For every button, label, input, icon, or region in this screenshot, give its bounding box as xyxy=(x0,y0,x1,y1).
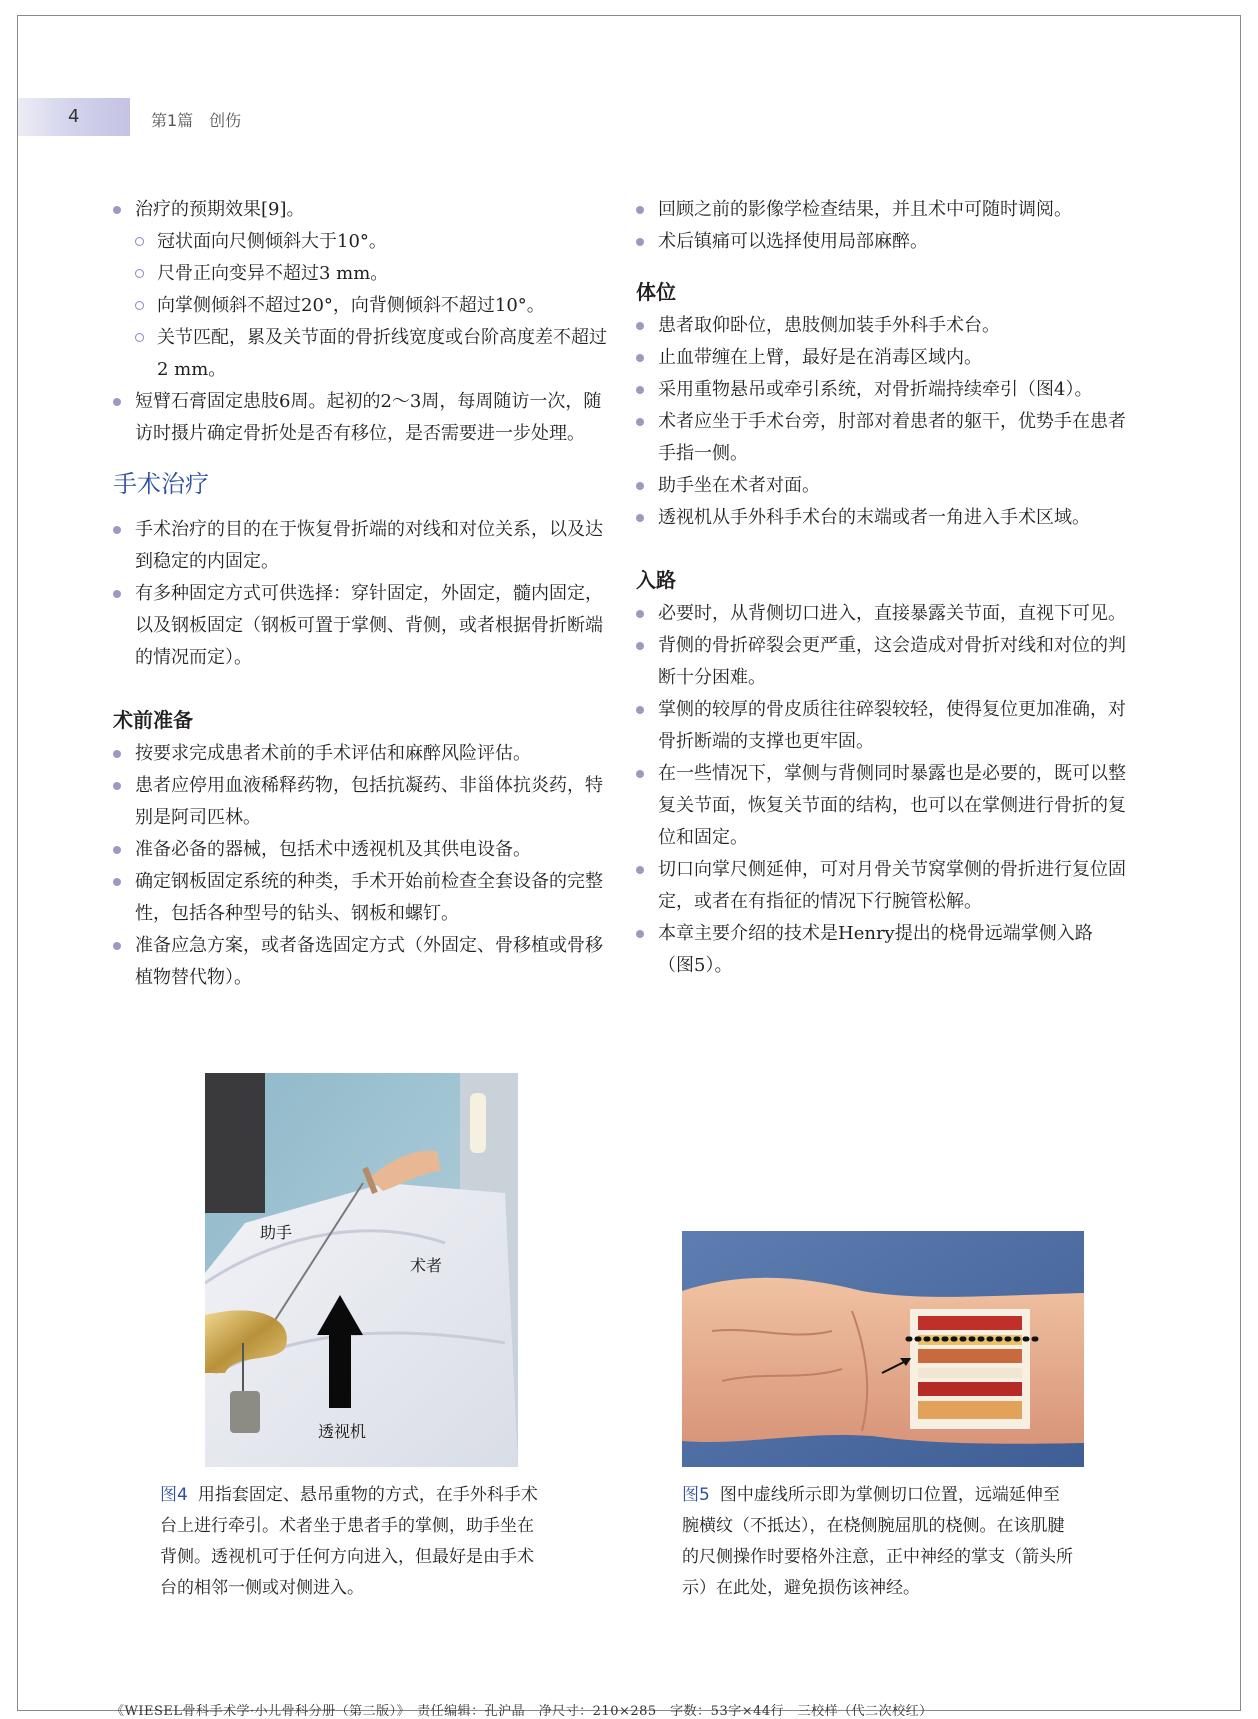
bullet-icon xyxy=(113,846,121,854)
bullet-icon xyxy=(113,878,121,886)
list-subitem xyxy=(113,322,611,386)
item-text: 助手坐在术者对面。 xyxy=(658,475,820,496)
left-column xyxy=(113,194,611,994)
section-heading-approach: 入路 xyxy=(636,568,676,592)
list-item xyxy=(636,918,1126,982)
section-heading-surgery: 手术治疗 xyxy=(113,470,209,498)
item-text: 短臂石膏固定患肢6周。起初的2～3周，每周随访一次，随访时摄片确定骨折处是否有移位，是否需要进一步处理。 xyxy=(135,391,602,444)
page-number: 4 xyxy=(68,106,80,127)
list-item xyxy=(636,342,1126,374)
item-text: 患者应停用血液稀释药物，包括抗凝药、非甾体抗炎药，特别是阿司匹林。 xyxy=(135,775,603,828)
list-item xyxy=(636,310,1126,342)
caption-text: 图中虚线所示即为掌侧切口位置，远端延伸至 xyxy=(719,1485,1060,1505)
bullet-icon xyxy=(113,206,121,214)
section-heading-position: 体位 xyxy=(636,280,676,304)
item-text: 按要求完成患者术前的手术评估和麻醉风险评估。 xyxy=(135,743,531,764)
list-item xyxy=(636,406,1126,470)
list-item xyxy=(113,386,611,450)
item-text: 术后镇痛可以选择使用局部麻醉。 xyxy=(658,231,928,252)
list-item xyxy=(113,866,611,930)
bullet-icon xyxy=(113,398,121,406)
running-header: 第1篇 创伤 xyxy=(151,111,242,130)
caption-line: 腕横纹（不抵达），在桡侧腕屈肌的桡侧。在该肌腱 xyxy=(682,1516,1065,1536)
caption-line: 的尺侧操作时要格外注意，正中神经的掌支（箭头所 xyxy=(682,1547,1073,1567)
item-text: 透视机从手外科手术台的末端或者一角进入手术区域。 xyxy=(658,507,1090,528)
section-heading-preop: 术前准备 xyxy=(113,708,193,732)
item-text: 回顾之前的影像学检查结果，并且术中可随时调阅。 xyxy=(658,199,1072,220)
bullet-icon xyxy=(636,514,644,522)
bullet-icon xyxy=(113,750,121,758)
list-subitem xyxy=(113,226,611,258)
bullet-icon xyxy=(113,590,121,598)
list-item xyxy=(636,194,1126,226)
bullet-icon xyxy=(636,706,644,714)
hollow-bullet-icon xyxy=(135,237,144,246)
item-text: 采用重物悬吊或牵引系统，对骨折端持续牵引（图4）。 xyxy=(658,379,1093,400)
list-item xyxy=(636,502,1126,534)
print-footer: 《WIESEL骨科手术学·小儿骨科分册（第二版）》 责任编辑：孔沪晶 净尺寸：210×285 字数：53字×44行 三校样（代二次校红） xyxy=(111,1704,933,1719)
list-item xyxy=(113,514,611,578)
item-text: 向掌侧倾斜不超过20°，向背侧倾斜不超过10°。 xyxy=(157,295,545,316)
item-text: 必要时，从背侧切口进入，直接暴露关节面，直视下可见。 xyxy=(658,603,1126,624)
item-text: 关节匹配，累及关节面的骨折线宽度或台阶高度差不超过2 mm。 xyxy=(157,327,607,380)
bullet-icon xyxy=(636,238,644,246)
figure-4-photo xyxy=(205,1073,518,1467)
caption-line xyxy=(682,1480,1102,1511)
list-item xyxy=(636,470,1126,502)
list-item xyxy=(113,930,611,994)
hollow-bullet-icon xyxy=(135,301,144,310)
caption-line: 示）在此处，避免损伤该神经。 xyxy=(682,1578,920,1598)
bullet-icon xyxy=(636,322,644,330)
item-text: 治疗的预期效果[9]。 xyxy=(135,199,305,220)
list-item xyxy=(113,770,611,834)
caption-line: 背侧。透视机可于任何方向进入，但最好是由手术 xyxy=(160,1547,534,1567)
list-item xyxy=(636,694,1126,758)
list-item xyxy=(636,630,1126,694)
right-column xyxy=(636,194,1126,982)
list-item xyxy=(636,226,1126,258)
bullet-icon xyxy=(636,482,644,490)
list-item xyxy=(113,834,611,866)
bullet-icon xyxy=(636,206,644,214)
item-text: 确定钢板固定系统的种类，手术开始前检查全套设备的完整性，包括各种型号的钻头、钢板和螺钉。 xyxy=(135,871,603,924)
bullet-icon xyxy=(636,930,644,938)
caption-line: 台上进行牵引。术者坐于患者手的掌侧，助手坐在 xyxy=(160,1516,534,1536)
figure-4-caption xyxy=(160,1480,580,1604)
figure-number: 图4 xyxy=(160,1485,188,1505)
item-text: 尺骨正向变异不超过3 mm。 xyxy=(157,263,389,284)
list-item xyxy=(113,578,611,674)
figure-5-caption xyxy=(682,1480,1102,1604)
item-text: 切口向掌尺侧延伸，可对月骨关节窝掌侧的骨折进行复位固定，或者在有指征的情况下行腕管松解。 xyxy=(658,859,1126,912)
list-item xyxy=(636,598,1126,630)
item-text: 背侧的骨折碎裂会更严重，这会造成对骨折对线和对位的判断十分困难。 xyxy=(658,635,1126,688)
item-text: 准备必备的器械，包括术中透视机及其供电设备。 xyxy=(135,839,531,860)
hollow-bullet-icon xyxy=(135,333,144,342)
item-text: 手术治疗的目的在于恢复骨折端的对线和对位关系，以及达到稳定的内固定。 xyxy=(135,519,603,572)
item-text: 本章主要介绍的技术是Henry提出的桡骨远端掌侧入路（图5）。 xyxy=(658,923,1093,976)
bullet-icon xyxy=(636,866,644,874)
caption-line xyxy=(160,1480,580,1511)
list-subitem xyxy=(113,258,611,290)
figure-5-photo xyxy=(682,1231,1084,1467)
bullet-icon xyxy=(113,526,121,534)
figure-number: 图5 xyxy=(682,1485,710,1505)
figure-label-fluoroscope: 透视机 xyxy=(318,1422,367,1441)
list-item xyxy=(636,758,1126,854)
figure-label-surgeon: 术者 xyxy=(410,1256,443,1275)
figure-label-assistant: 助手 xyxy=(260,1223,293,1242)
hollow-bullet-icon xyxy=(135,269,144,278)
item-text: 准备应急方案，或者备选固定方式（外固定、骨移植或骨移植物替代物）。 xyxy=(135,935,603,988)
bullet-icon xyxy=(636,418,644,426)
item-text: 止血带缠在上臂，最好是在消毒区域内。 xyxy=(658,347,982,368)
bullet-icon xyxy=(636,610,644,618)
list-item xyxy=(636,374,1126,406)
list-item xyxy=(636,854,1126,918)
bullet-icon xyxy=(113,942,121,950)
item-text: 患者取仰卧位，患肢侧加装手外科手术台。 xyxy=(658,315,1000,336)
item-text: 术者应坐于手术台旁，肘部对着患者的躯干，优势手在患者手指一侧。 xyxy=(658,411,1126,464)
bullet-icon xyxy=(636,642,644,650)
caption-text: 用指套固定、悬吊重物的方式，在手外科手术 xyxy=(197,1485,538,1505)
bullet-icon xyxy=(636,386,644,394)
item-text: 在一些情况下，掌侧与背侧同时暴露也是必要的，既可以整复关节面，恢复关节面的结构，也可以在掌侧进行骨折的复位和固定。 xyxy=(658,763,1126,848)
bullet-icon xyxy=(113,782,121,790)
item-text: 冠状面向尺侧倾斜大于10°。 xyxy=(157,231,387,252)
item-text: 有多种固定方式可供选择：穿针固定，外固定，髓内固定，以及钢板固定（钢板可置于掌侧、背侧，或者根据骨折断端的情况而定）。 xyxy=(135,583,603,668)
caption-line: 台的相邻一侧或对侧进入。 xyxy=(160,1578,364,1598)
bullet-icon xyxy=(636,770,644,778)
item-text: 掌侧的较厚的骨皮质往往碎裂较轻，使得复位更加准确，对骨折断端的支撑也更牢固。 xyxy=(658,699,1126,752)
list-item xyxy=(113,194,611,226)
list-item xyxy=(113,738,611,770)
bullet-icon xyxy=(636,354,644,362)
list-subitem xyxy=(113,290,611,322)
